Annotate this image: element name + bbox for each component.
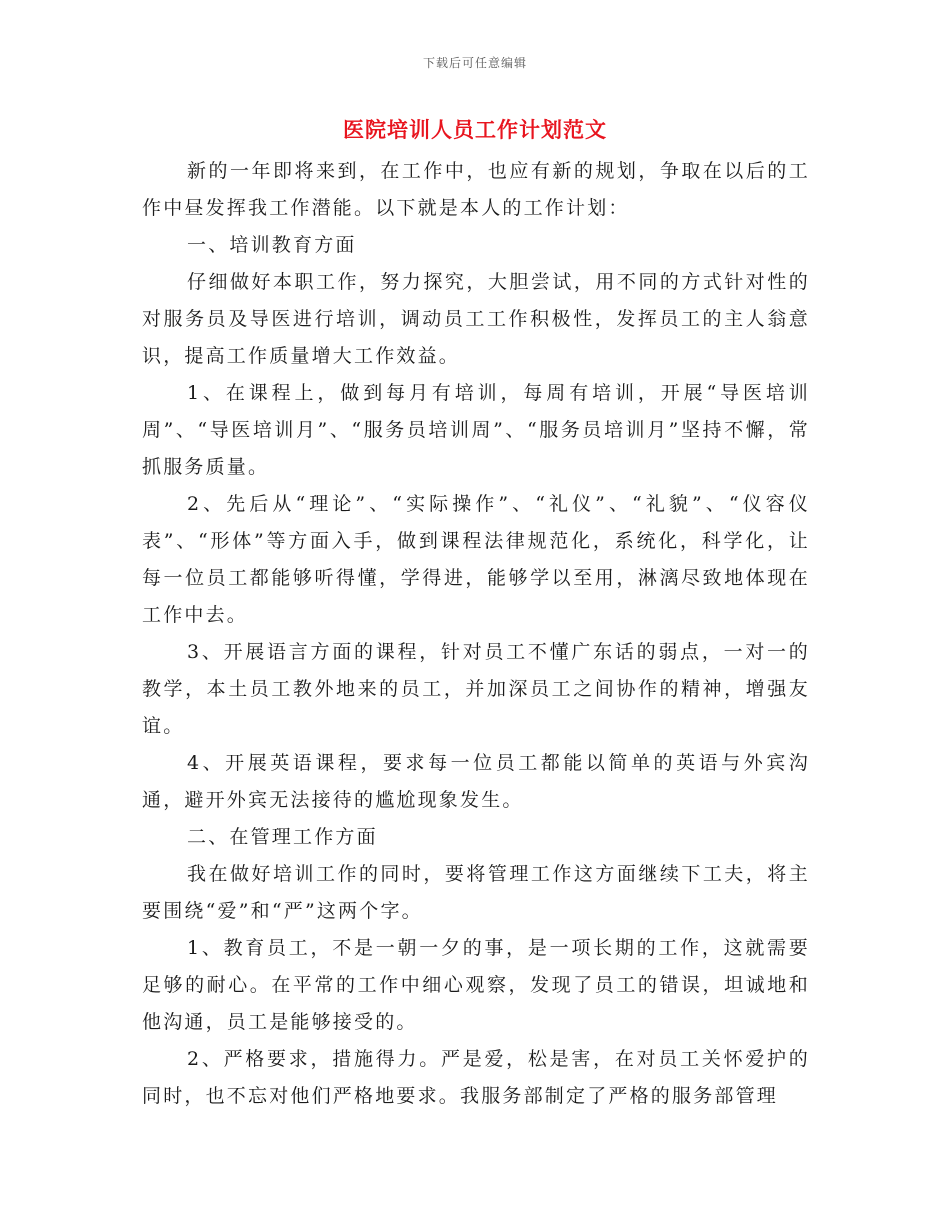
paragraph-intro: 新的一年即将来到，在工作中，也应有新的规划，争取在以后的工作中昼发挥我工作潜能。以下就是本人的工作计划：: [142, 160, 810, 219]
paragraph-training-item-1: 1、在课程上，做到每月有培训，每周有培训，开展“导医培训周”、“导医培训月”、“服务员培训周”、“服务员培训月”坚持不懈，常抓服务质量。: [142, 382, 810, 478]
paragraph-management-item-2: 2、严格要求，措施得力。严是爱，松是害，在对员工关怀爱护的同时，也不忘对他们严格地要求。我服务部制定了严格的服务部管理: [142, 1048, 810, 1107]
paragraph-management-item-1: 1、教育员工，不是一朝一夕的事，是一项长期的工作，这就需要足够的耐心。在平常的工作中细心观察，发现了员工的错误，坦诚地和他沟通，员工是能够接受的。: [142, 937, 810, 1033]
document-title: 医院培训人员工作计划范文: [343, 117, 607, 142]
section-heading-management: 二、在管理工作方面: [187, 826, 378, 848]
page-header-note: 下载后可任意编辑: [422, 56, 527, 70]
paragraph-training-item-4: 4、开展英语课程，要求每一位员工都能以简单的英语与外宾沟通，避开外宾无法接待的尴尬现象发生。: [142, 752, 810, 811]
paragraph-management-overview: 我在做好培训工作的同时，要将管理工作这方面继续下工夫，将主要围绕“爱”和“严”这两个字。: [142, 863, 810, 922]
paragraph-training-item-3: 3、开展语言方面的课程，针对员工不懂广东话的弱点，一对一的教学，本土员工教外地来的员工，并加深员工之间协作的精神，增强友谊。: [142, 641, 810, 737]
paragraph-training-overview: 仔细做好本职工作，努力探究，大胆尝试，用不同的方式针对性的对服务员及导医进行培训，调动员工工作积极性，发挥员工的主人翁意识，提高工作质量增大工作效益。: [142, 271, 810, 367]
document-body: [142, 153, 810, 1115]
section-heading-training: 一、培训教育方面: [187, 234, 357, 256]
paragraph-training-item-2: 2、先后从“理论”、“实际操作”、“礼仪”、“礼貌”、“仪容仪表”、“形体”等方面入手，做到课程法律规范化，系统化，科学化，让每一位员工都能够听得懂，学得进，能够学以至用，淋漓尽致地体现在工作中去。: [142, 493, 810, 626]
